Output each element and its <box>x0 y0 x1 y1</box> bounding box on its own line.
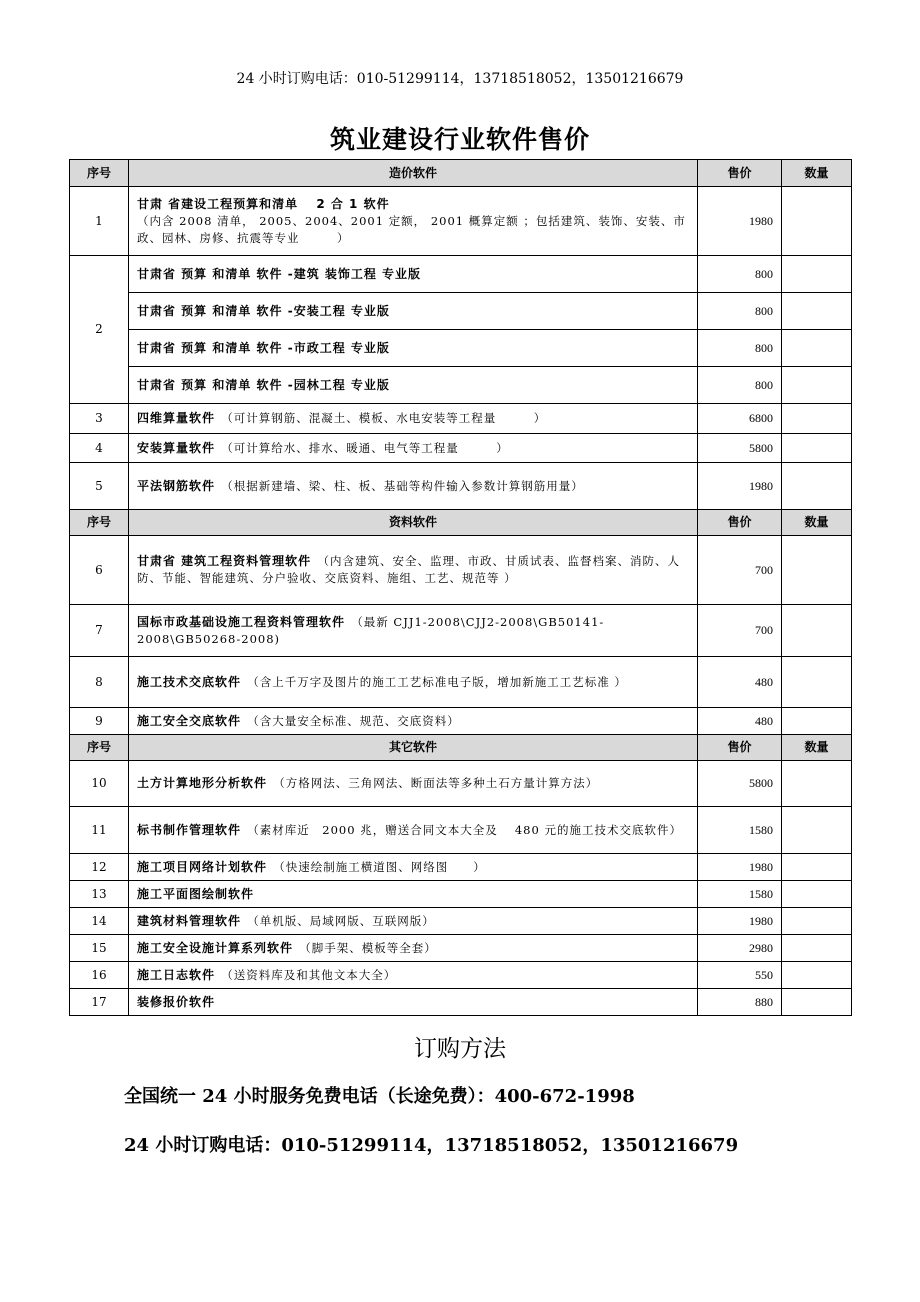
table-row <box>70 935 852 962</box>
section-header <box>70 510 852 536</box>
row-price: 1580 <box>698 807 782 854</box>
section-header <box>70 735 852 761</box>
row-no: 1 <box>70 187 129 256</box>
qty-cell[interactable] <box>782 434 852 463</box>
table-row <box>70 434 852 463</box>
product-desc: （含大量安全标准、规范、交底资料） <box>253 713 460 728</box>
row-price: 800 <box>698 330 782 367</box>
row-price: 550 <box>698 962 782 989</box>
product-desc: （含上千万字及图片的施工工艺标准电子版，增加新施工工艺标准 ） <box>253 674 627 689</box>
row-no: 7 <box>70 605 129 657</box>
qty-cell[interactable] <box>782 536 852 605</box>
row-no: 16 <box>70 962 129 989</box>
order-method-title: 订购方法 <box>414 1036 506 1062</box>
row-product <box>129 367 698 404</box>
header-qty: 数量 <box>782 735 852 761</box>
qty-cell[interactable] <box>782 463 852 510</box>
product-desc: （最新 CJJ1-2008\CJJ2-2008\GB50141-2008\GB50268-2008) <box>137 614 605 646</box>
row-price: 5800 <box>698 761 782 807</box>
table-row <box>70 989 852 1016</box>
header-qty: 数量 <box>782 510 852 536</box>
row-price: 1980 <box>698 908 782 935</box>
row-product <box>129 463 698 510</box>
table-row <box>70 463 852 510</box>
header-no: 序号 <box>70 160 129 187</box>
product-name: 标书制作管理软件 <box>137 822 242 837</box>
row-no: 11 <box>70 807 129 854</box>
product-name: 甘肃省 建筑工程资料管理软件 <box>137 554 312 568</box>
free-phone-line: 全国统一 24 小时服务免费电话（长途免费）：400-672-1998 <box>124 1086 635 1107</box>
row-no: 10 <box>70 761 129 807</box>
product-name: 甘肃省 预算 和清单 软件 -建筑 装饰工程 专业版 <box>137 266 422 281</box>
row-price: 800 <box>698 367 782 404</box>
table-row <box>70 367 852 404</box>
product-name: 建筑材料管理软件 <box>137 913 242 928</box>
qty-cell[interactable] <box>782 881 852 908</box>
product-name: 装修报价软件 <box>137 994 216 1009</box>
product-desc: （内含建筑、安全、监理、市政、甘质试表、监督档案、消防、人防、节能、智能建筑、分户验收、交底资料、施组、工艺、规范等 ） <box>137 554 680 585</box>
header-no: 序号 <box>70 735 129 761</box>
product-desc: （脚手架、模板等全套） <box>305 940 437 955</box>
header-name: 资料软件 <box>129 510 698 536</box>
row-product <box>129 854 698 881</box>
product-desc: （快速绘制施工横道图、网络图 ） <box>279 859 486 874</box>
order-phone-line: 24 小时订购电话：010-51299114，13718518052，13501216679 <box>124 1135 739 1156</box>
product-name: 甘肃省 预算 和清单 软件 -市政工程 专业版 <box>137 340 390 355</box>
row-price: 700 <box>698 536 782 605</box>
qty-cell[interactable] <box>782 854 852 881</box>
row-price: 1980 <box>698 854 782 881</box>
table-row <box>70 807 852 854</box>
row-price: 480 <box>698 708 782 735</box>
header-qty: 数量 <box>782 160 852 187</box>
row-price: 6800 <box>698 404 782 434</box>
table-row <box>70 908 852 935</box>
header-price: 售价 <box>698 160 782 187</box>
table-row <box>70 657 852 708</box>
qty-cell[interactable] <box>782 962 852 989</box>
header-no: 序号 <box>70 510 129 536</box>
row-product <box>129 657 698 708</box>
table-row <box>70 854 852 881</box>
product-desc: （素材库近 2000 兆，赠送合同文本大全及 480 元的施工技术交底软件） <box>253 822 682 837</box>
row-no: 13 <box>70 881 129 908</box>
row-price: 2980 <box>698 935 782 962</box>
row-no: 8 <box>70 657 129 708</box>
table-row <box>70 536 852 605</box>
qty-cell[interactable] <box>782 330 852 367</box>
qty-cell[interactable] <box>782 807 852 854</box>
row-price: 1980 <box>698 187 782 256</box>
product-name: 施工技术交底软件 <box>137 674 242 689</box>
qty-cell[interactable] <box>782 989 852 1016</box>
product-name: 施工安全交底软件 <box>137 713 242 728</box>
table-row <box>70 330 852 367</box>
row-no: 15 <box>70 935 129 962</box>
product-name: 施工平面图绘制软件 <box>137 886 255 901</box>
qty-cell[interactable] <box>782 404 852 434</box>
qty-cell[interactable] <box>782 367 852 404</box>
qty-cell[interactable] <box>782 605 852 657</box>
row-price: 1580 <box>698 881 782 908</box>
product-name: 施工安全设施计算系列软件 <box>137 940 294 955</box>
row-price: 480 <box>698 657 782 708</box>
table-row <box>70 962 852 989</box>
row-product <box>129 293 698 330</box>
product-name: 土方计算地形分析软件 <box>137 776 268 790</box>
row-product <box>129 404 698 434</box>
row-price: 880 <box>698 989 782 1016</box>
row-price: 800 <box>698 293 782 330</box>
product-name: 甘肃省 预算 和清单 软件 -园林工程 专业版 <box>137 377 390 392</box>
row-no: 17 <box>70 989 129 1016</box>
row-price: 700 <box>698 605 782 657</box>
row-product <box>129 330 698 367</box>
row-no: 4 <box>70 434 129 463</box>
product-name: 施工日志软件 <box>137 967 216 982</box>
page-title: 筑业建设行业软件售价 <box>329 125 590 154</box>
product-desc: （可计算给水、排水、暖通、电气等工程量 ） <box>227 440 509 455</box>
table-row <box>70 187 852 256</box>
table-row <box>70 761 852 807</box>
row-no: 6 <box>70 536 129 605</box>
qty-cell[interactable] <box>782 708 852 735</box>
price-table <box>69 159 852 1016</box>
qty-cell[interactable] <box>782 187 852 256</box>
product-desc: （可计算钢筋、混凝土、模板、水电安装等工程量 ） <box>227 411 547 425</box>
row-product <box>129 434 698 463</box>
header-name: 其它软件 <box>129 735 698 761</box>
row-product <box>129 989 698 1016</box>
row-product <box>129 605 698 657</box>
row-no: 3 <box>70 404 129 434</box>
table-row <box>70 404 852 434</box>
table-row <box>70 256 852 293</box>
row-price: 800 <box>698 256 782 293</box>
header-price: 售价 <box>698 735 782 761</box>
product-name: 施工项目网络计划软件 <box>137 859 268 874</box>
product-desc: （根据新建墙、梁、柱、板、基础等构件输入参数计算钢筋用量） <box>227 478 584 493</box>
product-name: 甘肃省 预算 和清单 软件 -安装工程 专业版 <box>137 303 390 318</box>
qty-cell[interactable] <box>782 657 852 708</box>
row-product <box>129 807 698 854</box>
product-name: 国标市政基础设施工程资料管理软件 <box>137 614 346 629</box>
row-no: 14 <box>70 908 129 935</box>
row-product <box>129 881 698 908</box>
row-no: 2 <box>70 256 129 404</box>
section-header <box>70 160 852 187</box>
row-product <box>129 187 698 256</box>
product-name: 安装算量软件 <box>137 440 216 455</box>
row-product <box>129 962 698 989</box>
product-desc: （方格网法、三角网法、断面法等多种土石方量计算方法） <box>279 776 599 790</box>
product-name: 平法钢筋软件 <box>137 478 216 493</box>
table-row <box>70 708 852 735</box>
row-no: 9 <box>70 708 129 735</box>
row-product <box>129 256 698 293</box>
header-price: 售价 <box>698 510 782 536</box>
header-name: 造价软件 <box>129 160 698 187</box>
product-desc: （送资料库及和其他文本大全） <box>227 967 397 982</box>
qty-cell[interactable] <box>782 761 852 807</box>
row-product <box>129 761 698 807</box>
row-product <box>129 908 698 935</box>
row-price: 1980 <box>698 463 782 510</box>
product-name: 甘肃 省建设工程预算和清单 2 合 1 软件 <box>137 196 390 211</box>
table-row <box>70 605 852 657</box>
header-phone-line: 24 小时订购电话：010-51299114，13718518052，13501216679 <box>236 71 684 87</box>
row-price: 5800 <box>698 434 782 463</box>
qty-cell[interactable] <box>782 293 852 330</box>
qty-cell[interactable] <box>782 256 852 293</box>
row-product <box>129 708 698 735</box>
row-product <box>129 935 698 962</box>
product-desc: （内含 2008 清单， 2005、2004、2001 定额， 2001 概算定额 ；包括建筑、装饰、安装、市政、园林、房修、抗震等专业 ） <box>137 213 686 245</box>
row-product <box>129 536 698 605</box>
table-row <box>70 881 852 908</box>
product-name: 四维算量软件 <box>137 411 216 425</box>
row-no: 5 <box>70 463 129 510</box>
row-no: 12 <box>70 854 129 881</box>
table-row <box>70 293 852 330</box>
qty-cell[interactable] <box>782 935 852 962</box>
qty-cell[interactable] <box>782 908 852 935</box>
product-desc: （单机版、局域网版、互联网版） <box>253 913 435 928</box>
